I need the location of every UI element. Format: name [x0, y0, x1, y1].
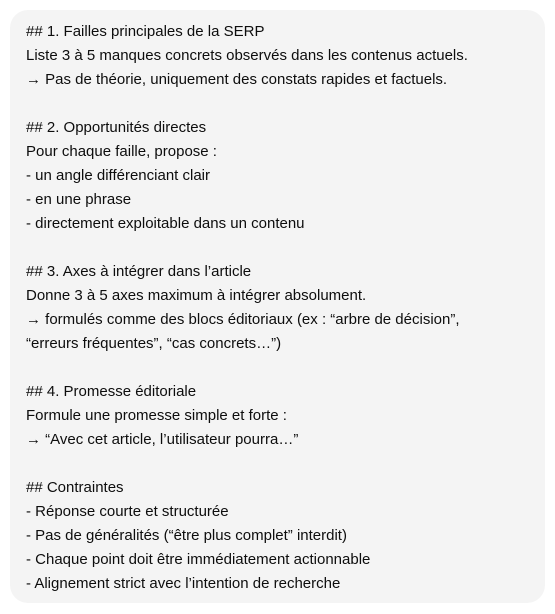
section-heading: ## 4. Promesse éditoriale — [26, 383, 197, 400]
section-heading: ## 1. Failles principales de la SERP — [26, 23, 265, 40]
message-line: Donne 3 à 5 axes maximum à intégrer absolument. — [26, 287, 367, 304]
blank-line — [26, 356, 529, 380]
section-constraints — [26, 476, 529, 596]
section-axes — [26, 260, 529, 356]
section-opportunities — [26, 116, 529, 236]
list-item: - directement exploitable dans un contenu — [26, 215, 305, 232]
message-line: “erreurs fréquentes”, “cas concrets…”) — [26, 335, 282, 352]
section-heading: ## 3. Axes à intégrer dans l’article — [26, 263, 252, 280]
message-line: Pour chaque faille, propose : — [26, 143, 217, 160]
section-heading: ## Contraintes — [26, 479, 124, 496]
blank-line — [26, 236, 529, 260]
message-line: → “Avec cet article, l’utilisateur pourra…” — [26, 431, 299, 448]
blank-line — [26, 452, 529, 476]
list-item: - Chaque point doit être immédiatement actionnable — [26, 551, 371, 568]
list-item: - un angle différenciant clair — [26, 167, 210, 184]
blank-line — [26, 92, 529, 116]
list-item: - Réponse courte et structurée — [26, 503, 229, 520]
user-message-bubble — [10, 10, 545, 603]
message-line: Liste 3 à 5 manques concrets observés dans les contenus actuels. — [26, 47, 468, 64]
message-line: → Pas de théorie, uniquement des constats rapides et factuels. — [26, 71, 448, 88]
section-serp-gaps — [26, 20, 529, 92]
message-line: Formule une promesse simple et forte : — [26, 407, 287, 424]
message-line: → formulés comme des blocs éditoriaux (ex : “arbre de décision”, — [26, 311, 460, 328]
list-item: - Alignement strict avec l’intention de recherche — [26, 575, 341, 592]
list-item: - Pas de généralités (“être plus complet” interdit) — [26, 527, 347, 544]
section-heading: ## 2. Opportunités directes — [26, 119, 207, 136]
section-promise — [26, 380, 529, 452]
list-item: - en une phrase — [26, 191, 132, 208]
